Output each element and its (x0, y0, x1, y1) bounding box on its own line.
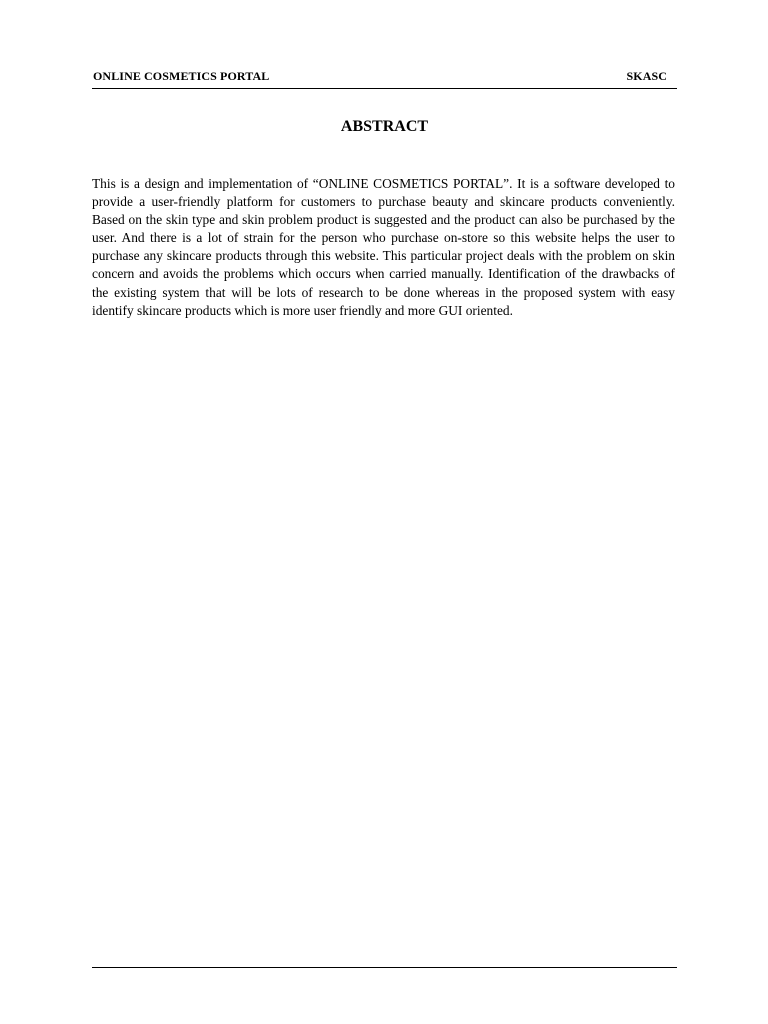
header-institution: SKASC (626, 69, 667, 83)
header-project-title: ONLINE COSMETICS PORTAL (93, 69, 270, 83)
abstract-paragraph: This is a design and implementation of “ONLINE COSMETICS PORTAL”. It is a software developed to provide a user-friendly platform for customers to purchase beauty and skincare products conveniently. Based on the skin type and skin problem product is suggested and the product can also be purchased by the user. And there is a lot of strain for the person who purchase on-store so this website helps the user to purchase any skincare products through this website. This particular project deals with the problem on skin concern and avoids the problems which occurs when carried manually. Identification of the drawbacks of the existing system that will be lots of research to be done whereas in the proposed system with easy identify skincare products which is more user friendly and more GUI oriented. (92, 176, 675, 318)
section-title: ABSTRACT (340, 118, 429, 135)
footer-divider (92, 967, 677, 968)
page-header (92, 68, 677, 89)
